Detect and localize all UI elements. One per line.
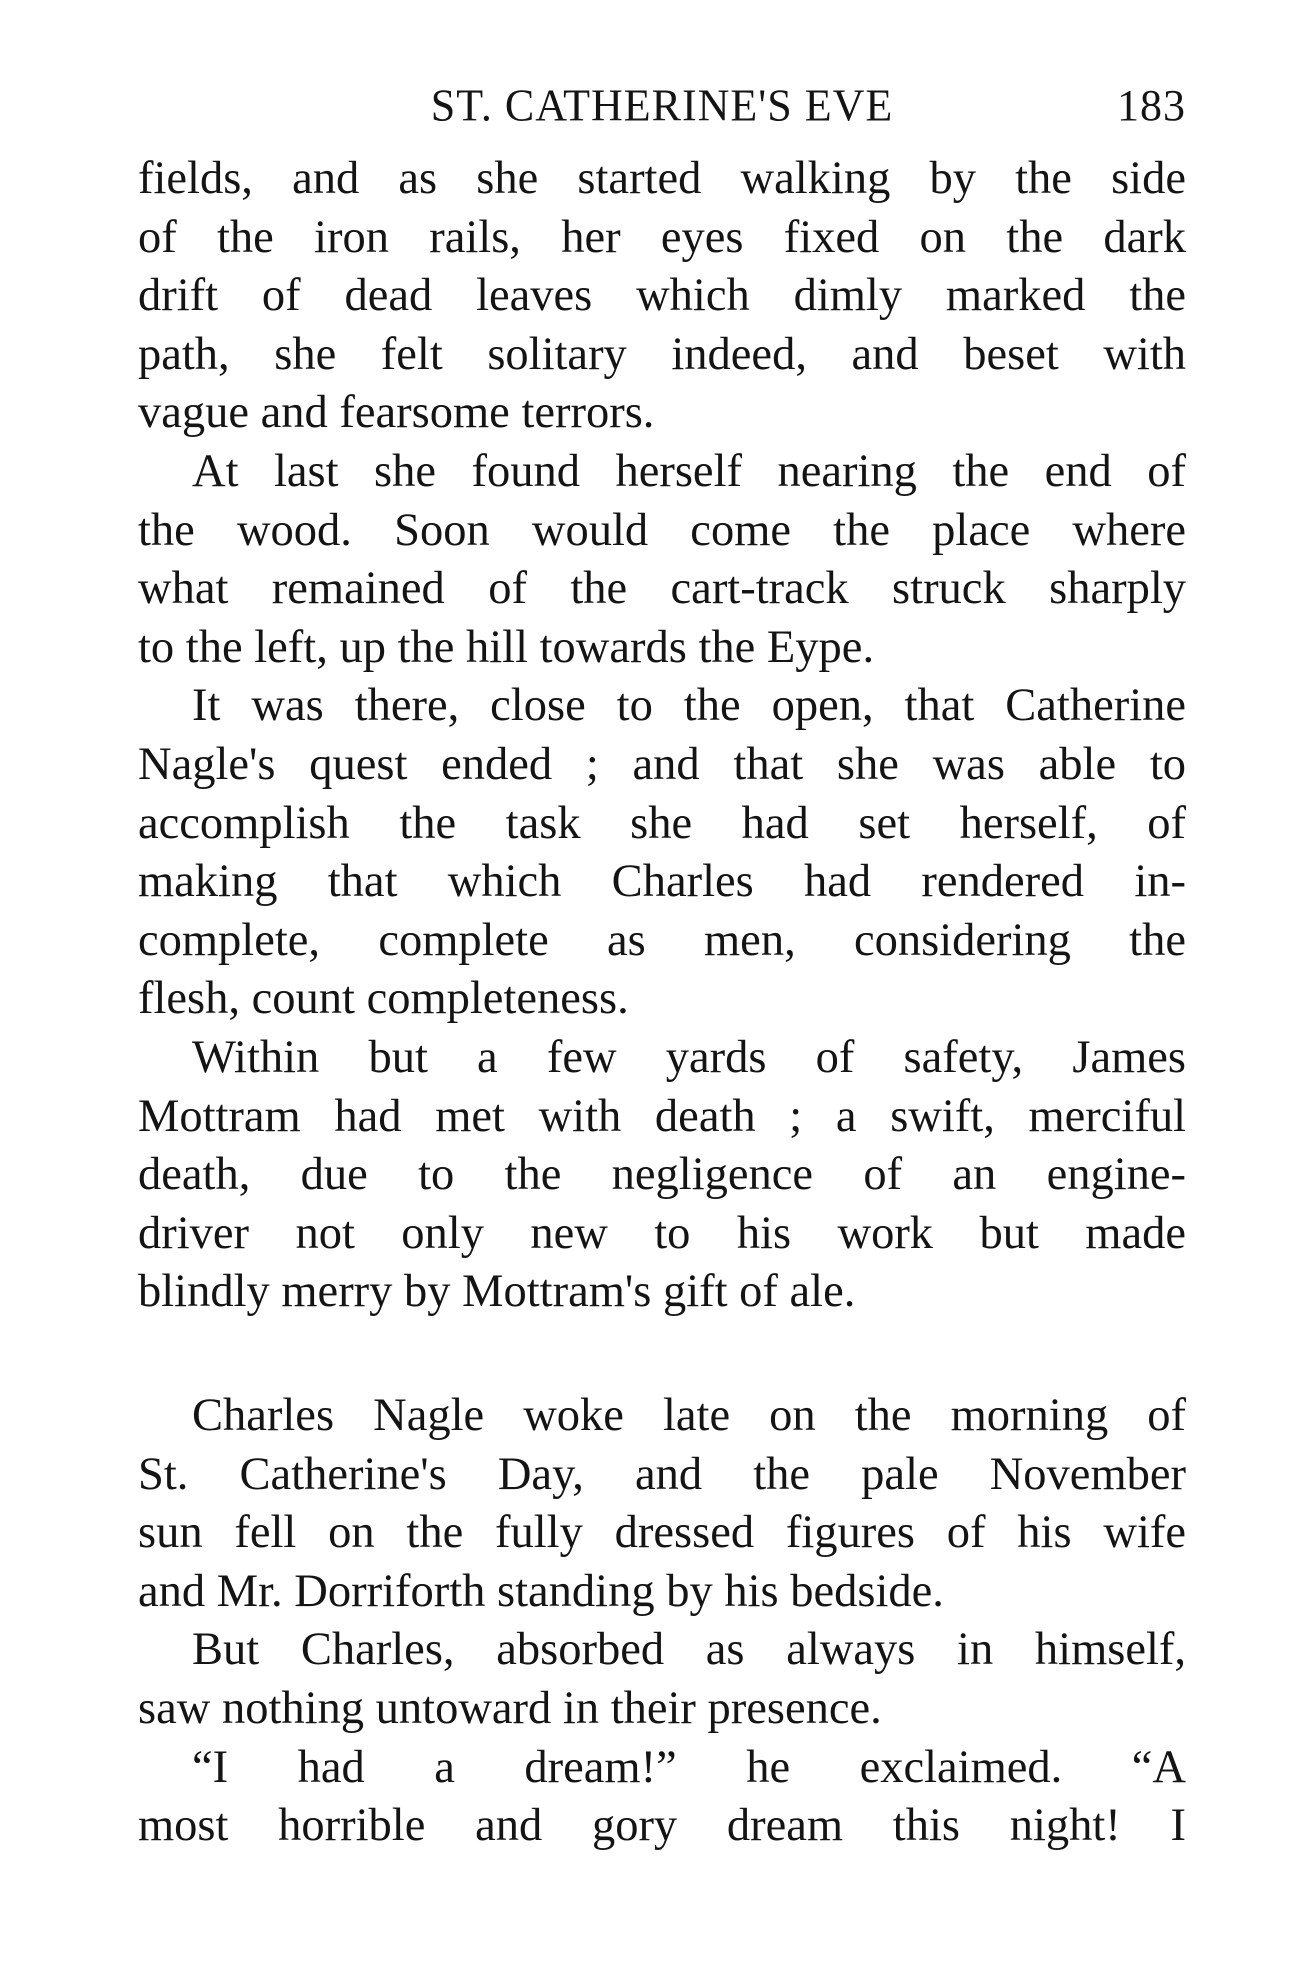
text-line: to the left, up the hill towards the Eype. (138, 621, 875, 673)
text-line: fields, and as she started walking by the side (138, 153, 1186, 204)
text-block-upper (138, 150, 1186, 1322)
text-block-lower (138, 1387, 1186, 1856)
page-number: 183 (1117, 81, 1186, 130)
text-line: death, due to the negligence of an engine- (138, 1149, 1186, 1201)
text-line: “I had a dream!” he exclaimed. “A (192, 1741, 1186, 1793)
text-line: making that which Charles had rendered in- (138, 856, 1186, 908)
text-line: sun fell on the fully dressed figures of his wife (138, 1507, 1186, 1559)
text-line: It was there, close to the open, that Catherine (192, 680, 1186, 732)
text-line: drift of dead leaves which dimly marked the (138, 270, 1186, 322)
text-line: Mottram had met with death ; a swift, merciful (138, 1090, 1186, 1142)
text-line: complete, complete as men, considering the (138, 914, 1186, 966)
text-line: Charles Nagle woke late on the morning of (192, 1390, 1186, 1441)
text-line: what remained of the cart-track struck sharply (138, 563, 1186, 615)
text-line: But Charles, absorbed as always in himself, (192, 1624, 1186, 1676)
text-line: saw nothing untoward in their presence. (138, 1682, 882, 1734)
text-line: vague and fearsome terrors. (138, 387, 655, 439)
text-line: At last she found herself nearing the end of (192, 445, 1186, 497)
text-line: driver not only new to his work but made (138, 1207, 1186, 1259)
text-line: accomplish the task she had set herself, of (138, 797, 1186, 849)
text-line: Within but a few yards of safety, James (192, 1031, 1186, 1083)
text-line: St. Catherine's Day, and the pale November (138, 1448, 1186, 1500)
running-head (138, 78, 1186, 134)
text-line: path, she felt solitary indeed, and beset with (138, 328, 1186, 380)
text-line: of the iron rails, her eyes fixed on the dark (138, 211, 1186, 263)
text-line: blindly merry by Mottram's gift of ale. (138, 1266, 856, 1318)
text-line: Nagle's quest ended ; and that she was able to (138, 738, 1186, 790)
running-title: ST. CATHERINE'S EVE (430, 80, 894, 131)
text-line: most horrible and gory dream this night! I (138, 1800, 1186, 1852)
text-line: flesh, count completeness. (138, 973, 629, 1025)
text-line: the wood. Soon would come the place where (138, 504, 1186, 556)
text-line: and Mr. Dorriforth standing by his bedside. (138, 1565, 944, 1617)
